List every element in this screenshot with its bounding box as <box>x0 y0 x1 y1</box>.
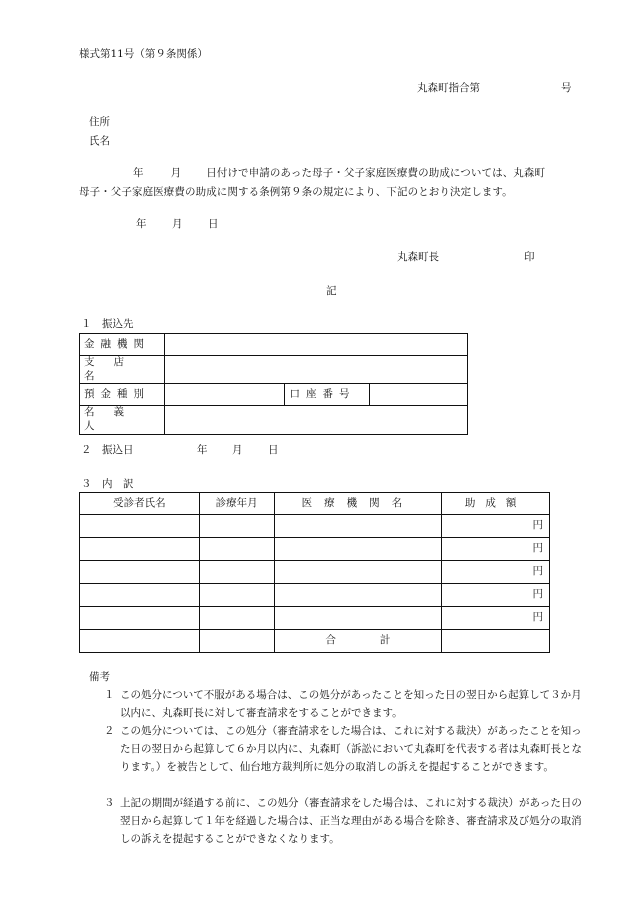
branch-field[interactable] <box>164 356 467 384</box>
total-label-cell <box>274 630 442 653</box>
note-text: 上記の期間が経過する前に、この処分（審査請求をした場合は、これに対する裁決）があった日の翌日から起算して１年を経過した場合は、正当な理由がある場合を除き、審査請求及び処分の取消しの訴えを提起することができなくなります。 <box>120 797 582 845</box>
treatment-month-cell[interactable] <box>199 561 274 584</box>
note-text: この処分について不服がある場合は、この処分があったことを知った日の翌日から起算して３か月以内に、丸森町長に対して審査請求をすることができます。 <box>120 689 582 719</box>
patient-name-cell[interactable] <box>80 584 200 607</box>
amount-cell[interactable] <box>442 607 550 630</box>
seal-mark: 印 <box>524 251 535 263</box>
note-number: ３ <box>104 797 115 809</box>
application-year: 年 <box>133 167 144 179</box>
notes-heading: 備考 <box>89 671 110 683</box>
transfer-year: 年 <box>197 444 208 456</box>
note-item-1 <box>104 686 585 722</box>
table-row <box>80 515 550 538</box>
document-number-suffix: 号 <box>561 82 572 94</box>
holder-field[interactable] <box>164 406 467 434</box>
account-number-label: 口座番号 <box>285 384 370 406</box>
patient-name-cell[interactable] <box>80 607 200 630</box>
bank-field[interactable] <box>164 334 467 356</box>
note-number: １ <box>104 689 115 701</box>
note-item-3 <box>104 794 585 848</box>
table-row <box>80 538 550 561</box>
yen-unit: 円 <box>532 588 543 601</box>
yen-unit: 円 <box>532 611 543 624</box>
institution-cell[interactable] <box>274 561 442 584</box>
branch-label-cell <box>80 356 165 384</box>
holder-label: 名義人 <box>84 406 143 432</box>
header-subsidy-amount: 助成額 <box>442 493 550 515</box>
amount-cell[interactable] <box>442 561 550 584</box>
patient-name-cell[interactable] <box>80 561 200 584</box>
total-blank-cell <box>80 630 200 653</box>
total-blank-cell <box>199 630 274 653</box>
account-type-label: 預金種別 <box>80 384 165 406</box>
amount-cell[interactable] <box>442 584 550 607</box>
transfer-month: 月 <box>232 444 243 456</box>
institution-cell[interactable] <box>274 538 442 561</box>
section3-heading: ３ 内 訳 <box>81 478 134 490</box>
treatment-month-cell[interactable] <box>199 515 274 538</box>
transfer-day: 日 <box>268 444 279 456</box>
decision-line-2: 母子・父子家庭医療費の助成に関する条例第９条の規定により、下記のとおり決定します。 <box>79 186 513 198</box>
yen-unit: 円 <box>532 565 543 578</box>
amount-cell[interactable] <box>442 515 550 538</box>
application-month: 月 <box>170 167 182 179</box>
ki-heading: 記 <box>326 285 337 297</box>
name-label: 氏名 <box>89 135 110 147</box>
note-item-2 <box>104 722 585 776</box>
institution-cell[interactable] <box>274 515 442 538</box>
yen-unit: 円 <box>532 542 543 555</box>
branch-label: 支店名 <box>84 356 143 382</box>
address-label: 住所 <box>89 116 110 128</box>
note-number: ２ <box>104 725 115 737</box>
yen-unit: 円 <box>532 519 543 532</box>
treatment-month-cell[interactable] <box>199 607 274 630</box>
total-row <box>80 630 550 653</box>
treatment-month-cell[interactable] <box>199 584 274 607</box>
patient-name-cell[interactable] <box>80 538 200 561</box>
bank-transfer-table <box>79 333 468 435</box>
document-number-prefix: 丸森町指合第 <box>417 82 480 94</box>
section2-heading: ２ 振込日 <box>81 444 134 456</box>
decision-paragraph <box>79 164 585 202</box>
bank-label: 金融機関 <box>80 334 165 356</box>
issuer-name: 丸森町長 <box>397 251 439 263</box>
header-medical-institution: 医療機関名 <box>274 493 442 515</box>
total-amount-cell[interactable] <box>442 630 550 653</box>
date-day: 日 <box>208 218 219 230</box>
table-row <box>80 607 550 630</box>
institution-cell[interactable] <box>274 607 442 630</box>
treatment-month-cell[interactable] <box>199 538 274 561</box>
header-treatment-month: 診療年月 <box>199 493 274 515</box>
header-patient-name: 受診者氏名 <box>80 493 200 515</box>
section1-heading: １ 振込先 <box>81 318 134 330</box>
account-type-field[interactable] <box>164 384 285 406</box>
date-year: 年 <box>136 218 147 230</box>
table-row <box>80 561 550 584</box>
note-text: この処分については、この処分（審査請求をした場合は、これに対する裁決）があったことを知った日の翌日から起算して６か月以内に、丸森町（訴訟において丸森町を代表する者は丸森町長となります。）を被告として、仙台地方裁判所に処分の取消しの訴えを提起することができます。 <box>120 725 582 773</box>
patient-name-cell[interactable] <box>80 515 200 538</box>
holder-label-cell <box>80 406 165 434</box>
total-label-1: 合 <box>325 634 336 647</box>
account-number-field[interactable] <box>370 384 468 406</box>
amount-cell[interactable] <box>442 538 550 561</box>
date-month: 月 <box>172 218 183 230</box>
total-label-2: 計 <box>379 634 391 647</box>
table-row <box>80 584 550 607</box>
institution-cell[interactable] <box>274 584 442 607</box>
breakdown-table <box>79 492 550 653</box>
application-day-text: 日付けで申請のあった母子・父子家庭医療費の助成については、丸森町 <box>206 167 546 179</box>
form-title: 様式第11号（第９条関係） <box>79 48 208 60</box>
